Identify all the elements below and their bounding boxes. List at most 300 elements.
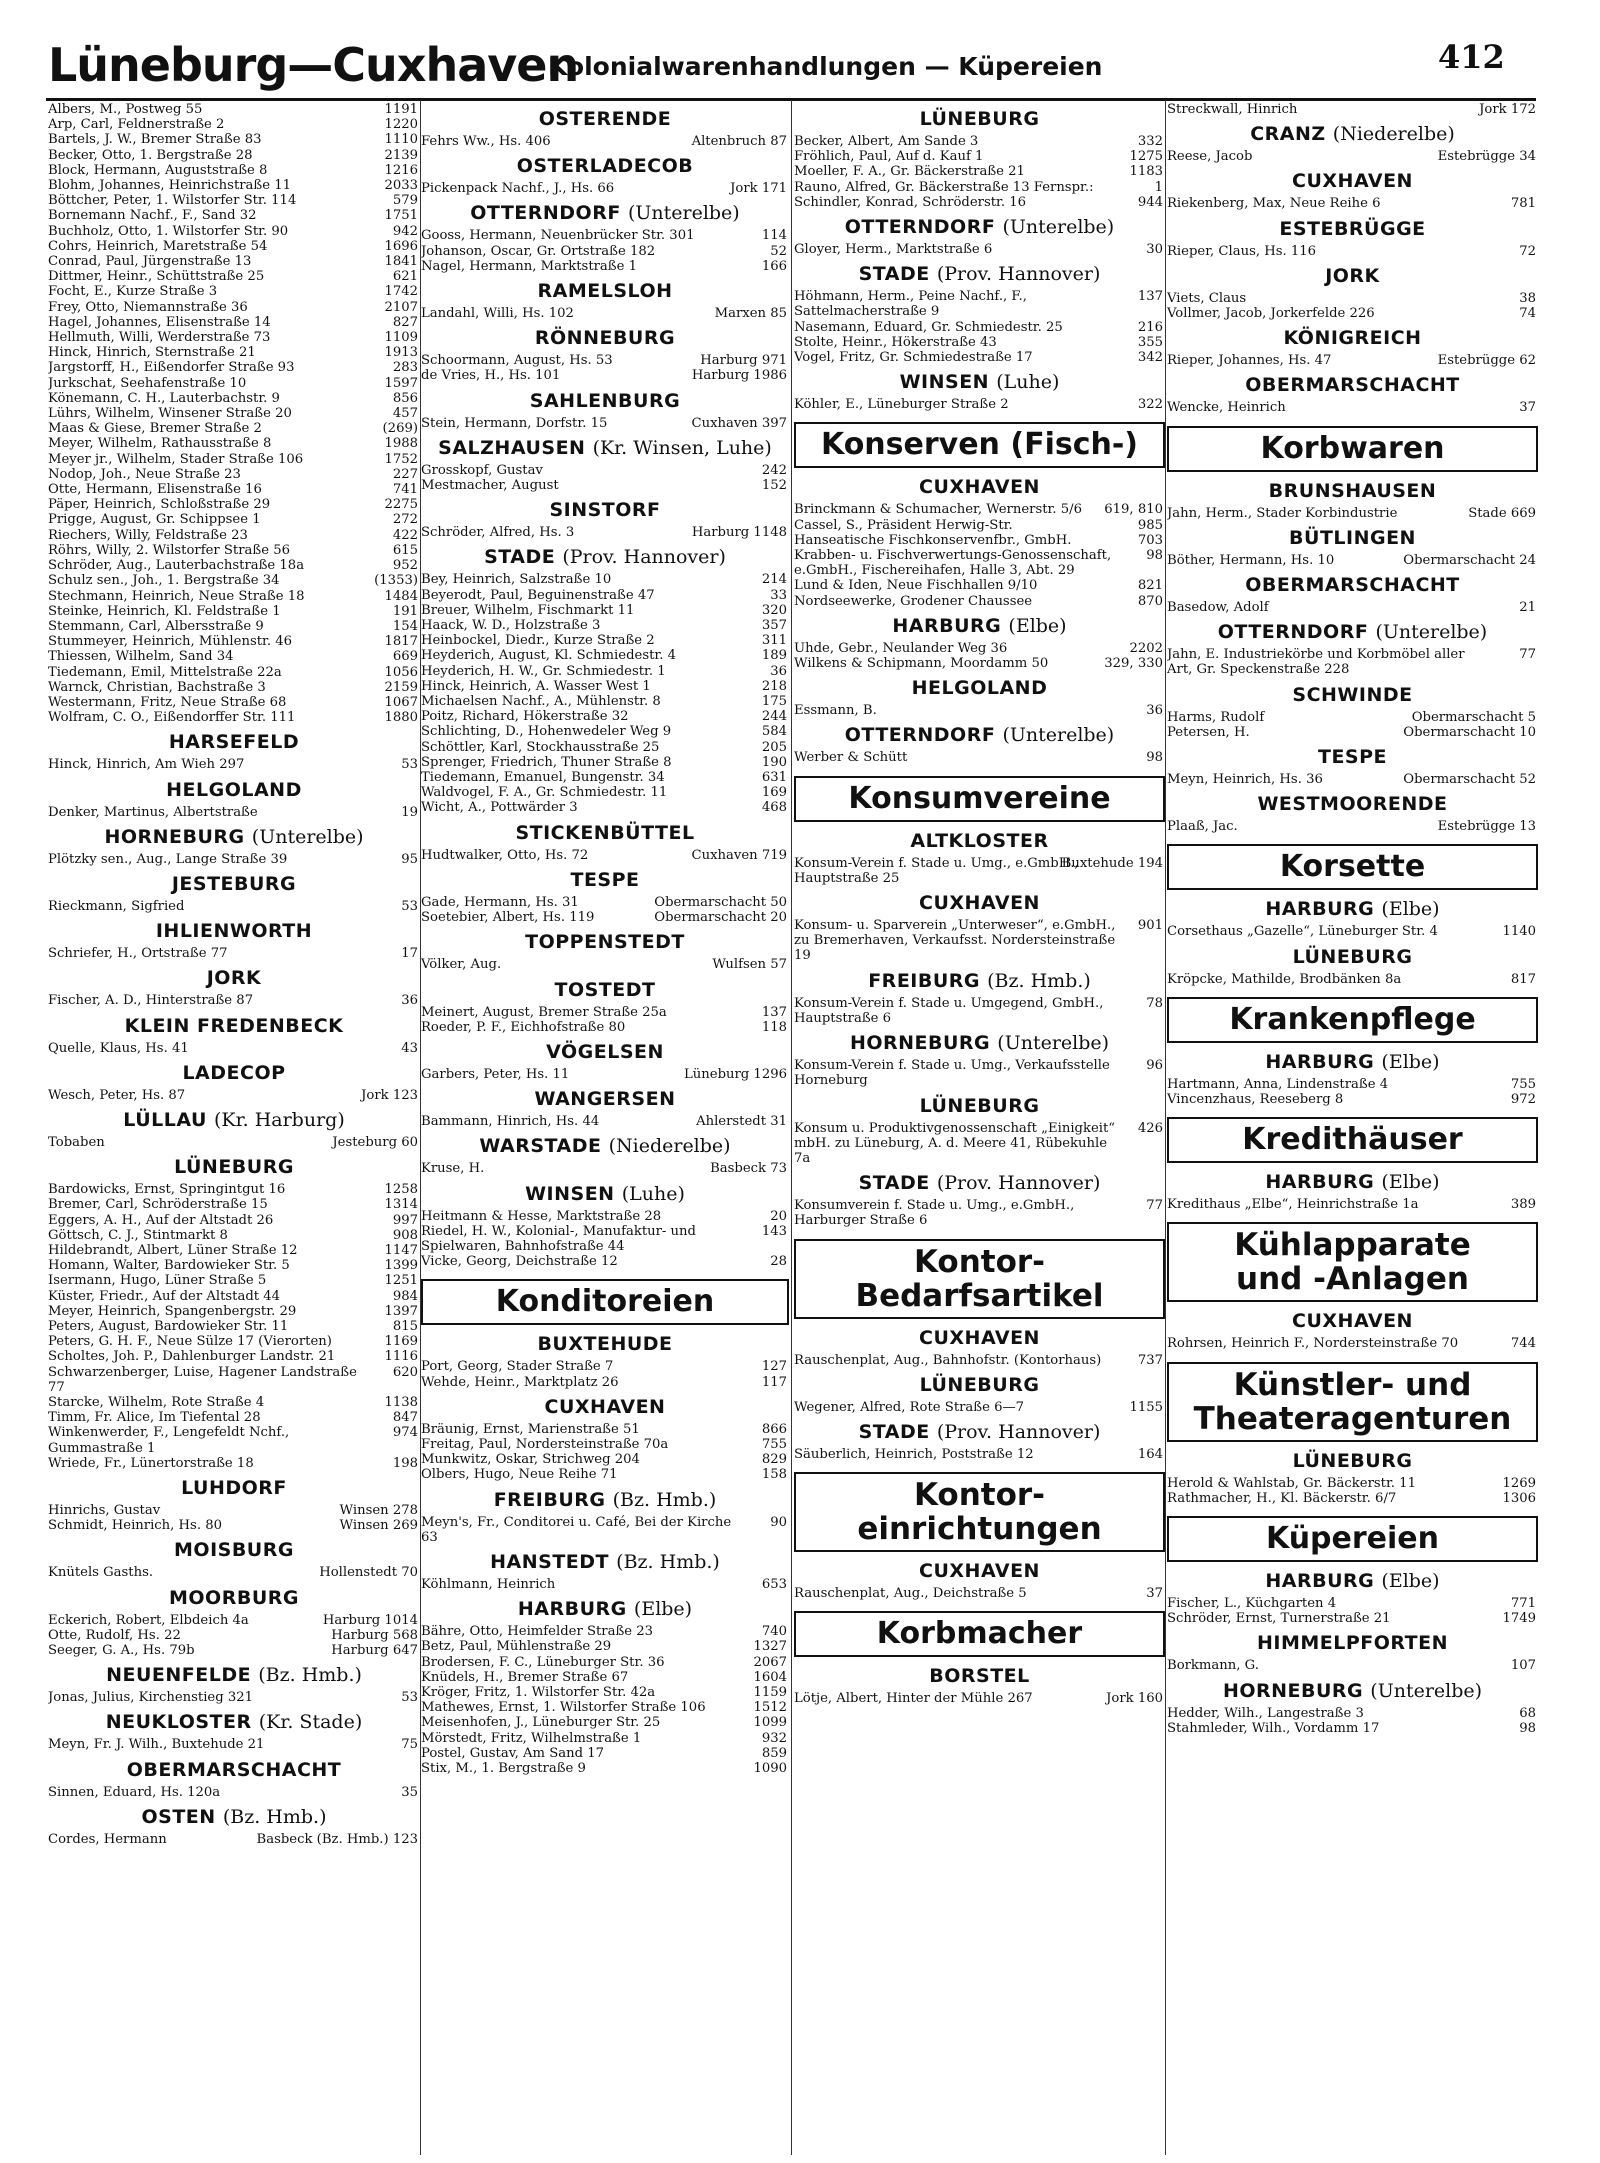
entry-name: Otte, Hermann, Elisenstraße 16: [48, 482, 262, 498]
entry-name: Tiedemann, Emil, Mittelstraße 22a: [48, 664, 282, 680]
entry-name: Lührs, Wilhelm, Winsener Straße 20: [48, 406, 292, 422]
entry-phone: 78: [1146, 995, 1163, 1011]
entry-phone: Jork 123: [361, 1087, 418, 1103]
listing-entry: [421, 588, 789, 603]
listing-entry: [48, 391, 420, 406]
entry-name: Hinck, Heinrich, A. Wasser West 1: [421, 678, 651, 694]
listing-entry: [48, 360, 420, 375]
entry-phone: 52: [770, 243, 787, 259]
listing-entry: [421, 525, 789, 540]
listing-entry: [48, 1258, 420, 1273]
entry-phone: 2202: [1129, 640, 1163, 656]
entry-name: Plaaß, Jac.: [1167, 819, 1238, 835]
entry-name: Brodersen, F. C., Lüneburger Str. 36: [421, 1654, 665, 1670]
category-heading: [794, 776, 1165, 822]
town-heading: [794, 1421, 1165, 1443]
entry-name: Sprenger, Friedrich, Thuner Straße 8: [421, 754, 672, 770]
listing-entry: [1167, 353, 1538, 368]
town-name: LÜNEBURG: [1292, 1449, 1413, 1472]
town-heading: [48, 1477, 420, 1499]
town-name: CUXHAVEN: [1292, 170, 1413, 193]
entry-name: Päper, Heinrich, Schloßstraße 29: [48, 497, 271, 513]
entry-phone: 827: [392, 314, 418, 330]
entry-name: Böttcher, Peter, 1. Wilstorfer Str. 114: [48, 193, 297, 209]
entry-phone: 1138: [384, 1395, 418, 1410]
town-name: SAHLENBURG: [529, 389, 681, 412]
town-name: LÜNEBURG: [919, 108, 1040, 130]
category-heading: [1167, 1222, 1538, 1302]
listing-entry: [794, 656, 1165, 671]
town-region: (Bz. Hmb.): [616, 1550, 720, 1573]
entry-name: Mörstedt, Fritz, Wilhelmstraße 1: [421, 1730, 642, 1746]
entry-name: Nordseewerke, Grodener Chaussee: [794, 593, 1033, 609]
listing-entry: [421, 353, 789, 368]
town-name: MOISBURG: [174, 1539, 294, 1562]
entry-name: Stolte, Heinr., Hökerstraße 43: [794, 334, 997, 350]
category-title: Kredithäuser: [1242, 1122, 1463, 1158]
town-name: LÜNEBURG: [919, 1094, 1040, 1117]
entry-name: Hedder, Wilh., Langestraße 3: [1167, 1705, 1364, 1721]
town-heading: [421, 1396, 789, 1418]
entry-name: Heinbockel, Diedr., Kurze Straße 2: [421, 633, 655, 649]
entry-phone: Harburg 1014: [322, 1612, 418, 1628]
entry-phone: 114: [761, 228, 787, 244]
entry-name: Kredithaus „Elbe“, Heinrichstraße 1a: [1167, 1197, 1419, 1213]
entry-phone: 98: [1146, 750, 1163, 766]
town-heading: [1167, 1680, 1538, 1702]
category-title-line2: Bedarfsartikel: [855, 1277, 1104, 1314]
entry-phone: Winsen 269: [339, 1518, 418, 1534]
listing-entry: [794, 350, 1165, 365]
entry-phone: Jork 171: [730, 181, 787, 197]
town-name: CUXHAVEN: [919, 1560, 1040, 1583]
category-heading: [1167, 1516, 1538, 1562]
entry-phone: 703: [1137, 532, 1163, 548]
listing-entry: [48, 695, 420, 710]
listing-entry: [794, 289, 1165, 319]
listing-entry: [1167, 149, 1538, 164]
entry-name: Breuer, Wilhelm, Fischmarkt 11: [421, 602, 635, 618]
listing-entry: [794, 335, 1165, 350]
entry-name: Munkwitz, Oskar, Strichweg 204: [421, 1452, 640, 1468]
entry-name: Stechmann, Heinrich, Neue Straße 18: [48, 588, 305, 604]
town-heading: [421, 1333, 789, 1355]
entry-phone: 205: [761, 739, 787, 755]
entry-name: Mathewes, Ernst, 1. Wilstorfer Straße 106: [421, 1700, 706, 1716]
entry-phone: 740: [761, 1624, 787, 1640]
entry-name: Schulz sen., Joh., 1. Bergstraße 34: [48, 573, 280, 589]
listing-entry: [1167, 1596, 1538, 1611]
listing-entry: [421, 228, 789, 243]
town-region: (Bz. Hmb.): [987, 969, 1091, 992]
listing-entry: [48, 239, 420, 254]
listing-entry: [48, 993, 420, 1008]
town-region: (Bz. Hmb.): [222, 1805, 327, 1828]
town-heading: [421, 1088, 789, 1110]
category-heading: [794, 1472, 1165, 1552]
entry-phone: Harburg 1986: [691, 368, 787, 384]
entry-phone: (1353): [374, 573, 418, 589]
town-heading: [794, 1327, 1165, 1349]
town-region: (Kr. Stade): [258, 1711, 363, 1734]
listing-entry: [421, 709, 789, 724]
listing-entry: [48, 852, 420, 867]
entry-phone: 36: [770, 663, 787, 679]
entry-phone: 1140: [1502, 924, 1536, 940]
listing-entry: [1167, 506, 1538, 521]
listing-entry: [48, 452, 420, 467]
listing-entry: [1167, 1706, 1538, 1721]
entry-phone: 216: [1137, 319, 1163, 335]
entry-phone: Marxen 85: [714, 306, 787, 322]
town-heading: [794, 476, 1165, 498]
entry-name: Eckerich, Robert, Elbdeich 4a: [48, 1612, 249, 1628]
entry-name: Nagel, Hermann, Marktstraße 1: [421, 258, 637, 274]
entry-phone: 1913: [384, 345, 418, 361]
entry-phone: Ahlerstedt 31: [696, 1114, 787, 1130]
entry-name: Stahmleder, Wilh., Vordamm 17: [1167, 1720, 1380, 1736]
category-heading: [1167, 1117, 1538, 1163]
town-name: CUXHAVEN: [1292, 1310, 1413, 1333]
entry-phone: 74: [1519, 306, 1536, 322]
town-region: (Prov. Hannover): [936, 263, 1101, 286]
town-region: (Unterelbe): [1375, 621, 1488, 644]
entry-name: Johanson, Oscar, Gr. Ortstraße 182: [421, 243, 656, 259]
entry-phone: 942: [392, 223, 418, 239]
listing-entry: [48, 163, 420, 178]
entry-phone: 158: [761, 1467, 787, 1483]
entry-name: Olbers, Hugo, Neue Reihe 71: [421, 1467, 618, 1483]
town-heading: [48, 779, 420, 801]
town-heading: [48, 1711, 420, 1733]
listing-entry: [48, 528, 420, 543]
entry-name: Meinert, August, Bremer Straße 25a: [421, 1004, 667, 1020]
listing-entry: [421, 1731, 789, 1746]
category-title: Kontor-: [913, 1243, 1046, 1280]
listing-entry: [48, 102, 420, 117]
town-heading: [1167, 327, 1538, 349]
town-name: CRANZ: [1250, 123, 1326, 146]
listing-entry: [48, 589, 420, 604]
town-name: NEUKLOSTER: [105, 1711, 252, 1734]
town-heading: [48, 920, 420, 942]
column-1: [48, 102, 420, 2152]
entry-phone: 77: [1146, 1198, 1163, 1214]
entry-phone: 329, 330: [1104, 656, 1163, 672]
entry-name: Heyderich, H. W., Gr. Schmiedestr. 1: [421, 663, 666, 679]
category-title: Künstler- und: [1233, 1366, 1472, 1403]
town-heading: [1167, 123, 1538, 145]
entry-phone: 653: [761, 1576, 787, 1592]
listing-entry: [794, 533, 1165, 548]
entry-name: Hanseatische Fischkonservenfbr., GmbH.: [794, 532, 1072, 548]
entry-phone: 457: [392, 406, 418, 422]
entry-name: Konsum- u. Sparverein „Unterweser“, e.GmbH., zu Bremerhaven, Verkaufsst. Nordersteinstraße 19: [794, 918, 1116, 964]
town-name: CUXHAVEN: [919, 1326, 1040, 1349]
listing-entry: [421, 785, 789, 800]
entry-name: Cohrs, Heinrich, Maretstraße 54: [48, 238, 268, 254]
town-heading: [1167, 374, 1538, 396]
town-heading: [48, 826, 420, 848]
listing-entry: [48, 1304, 420, 1319]
town-name: STADE: [858, 1420, 930, 1443]
listing-entry: [421, 478, 789, 493]
entry-name: Reese, Jacob: [1167, 149, 1253, 165]
listing-entry: [1167, 924, 1538, 939]
entry-name: Wesch, Peter, Hs. 87: [48, 1087, 186, 1103]
entry-name: Harms, Rudolf: [1167, 709, 1265, 725]
listing-entry: [48, 482, 420, 497]
entry-phone: Hollenstedt 70: [319, 1565, 418, 1581]
listing-entry: [421, 770, 789, 785]
listing-entry: [421, 572, 789, 587]
listing-entry: [48, 558, 420, 573]
town-heading: [421, 979, 789, 1001]
listing-entry: [1167, 244, 1538, 259]
listing-entry: [421, 1761, 789, 1776]
entry-name: Bammann, Hinrich, Hs. 44: [421, 1114, 600, 1130]
town-heading: [794, 1032, 1165, 1054]
town-name: CUXHAVEN: [919, 476, 1040, 499]
listing-entry: [1167, 1611, 1538, 1626]
town-name: SCHWINDE: [1292, 683, 1413, 706]
listing-entry: [421, 1020, 789, 1035]
town-heading: [794, 108, 1165, 130]
town-heading: [48, 1539, 420, 1561]
town-name: ESTEBRÜGGE: [1279, 217, 1426, 240]
town-region: (Elbe): [633, 1598, 693, 1621]
listing-entry: [48, 1041, 420, 1056]
entry-phone: Jork 172: [1479, 102, 1536, 117]
town-name: VÖGELSEN: [546, 1040, 664, 1063]
entry-phone: 19: [401, 804, 418, 820]
listing-entry: [48, 1228, 420, 1243]
town-heading: [48, 873, 420, 895]
entry-name: Brinckmann & Schumacher, Wernerstr. 5/6: [794, 502, 1082, 518]
entry-phone: 1817: [384, 634, 418, 650]
listing-entry: [421, 1577, 789, 1592]
entry-phone: Obermarschacht 50: [654, 894, 787, 910]
listing-entry: [1167, 972, 1538, 987]
town-region: (Elbe): [1381, 1570, 1440, 1593]
entry-phone: 856: [392, 390, 418, 406]
town-heading: [1167, 1570, 1538, 1592]
town-heading: [1167, 218, 1538, 240]
listing-entry: [48, 1628, 420, 1643]
listing-entry: [421, 755, 789, 770]
entry-phone: 997: [392, 1212, 418, 1228]
category-heading: [1167, 997, 1538, 1043]
entry-name: Peters, August, Bardowieker Str. 11: [48, 1318, 289, 1334]
entry-name: Bornemann Nachf., F., Sand 32: [48, 208, 257, 224]
entry-phone: 1155: [1129, 1399, 1163, 1415]
listing-entry: [1167, 1077, 1538, 1092]
entry-name: Schöttler, Karl, Stockhausstraße 25: [421, 739, 660, 755]
page-number: 412: [1438, 38, 1505, 76]
listing-entry: [48, 1690, 420, 1705]
entry-phone: 901: [1137, 918, 1163, 934]
entry-phone: 90: [770, 1514, 787, 1530]
entry-phone: 68: [1519, 1705, 1536, 1721]
town-heading: [794, 677, 1165, 699]
entry-phone: 815: [392, 1318, 418, 1334]
listing-entry: [48, 178, 420, 193]
town-heading: [421, 1135, 789, 1157]
town-name: OTTERNDORF: [844, 216, 996, 239]
entry-name: Gloyer, Herm., Marktstraße 6: [794, 242, 993, 258]
listing-entry: [48, 757, 420, 772]
entry-name: Könemann, C. H., Lauterbachstr. 9: [48, 390, 280, 406]
entry-name: Schindler, Konrad, Schröderstr. 16: [794, 194, 1027, 210]
entry-name: Schoormann, August, Hs. 53: [421, 353, 613, 369]
listing-entry: [48, 1213, 420, 1228]
town-name: HANSTEDT: [490, 1550, 610, 1573]
entry-name: Hartmann, Anna, Lindenstraße 4: [1167, 1076, 1389, 1092]
town-region: (Prov. Hannover): [936, 1420, 1101, 1443]
entry-phone: 1251: [384, 1273, 418, 1289]
entry-phone: 214: [761, 572, 787, 588]
entry-phone: 1752: [384, 451, 418, 467]
page-header: [0, 0, 1600, 100]
town-heading: [1167, 527, 1538, 549]
town-heading: [1167, 1051, 1538, 1073]
entry-phone: 1306: [1502, 1490, 1536, 1506]
town-heading: [794, 615, 1165, 637]
entry-phone: 1696: [384, 238, 418, 254]
listing-entry: [794, 703, 1165, 718]
town-heading: [48, 1664, 420, 1686]
entry-phone: Obermarschacht 20: [654, 910, 787, 926]
town-heading: [421, 546, 789, 568]
entry-phone: Estebrügge 34: [1437, 149, 1536, 165]
entry-phone: 53: [401, 898, 418, 914]
town-region: (Elbe): [1381, 1171, 1440, 1194]
listing-entry: [794, 578, 1165, 593]
entry-name: Lund & Iden, Neue Fischhallen 9/10: [794, 578, 1038, 594]
entry-name: Beyerodt, Paul, Beguinenstraße 47: [421, 587, 655, 603]
listing-entry: [421, 633, 789, 648]
entry-phone: 1109: [384, 330, 418, 346]
listing-entry: [1167, 1658, 1538, 1673]
town-name: BRUNSHAUSEN: [1268, 479, 1437, 502]
town-name: HARBURG: [892, 614, 1002, 637]
entry-phone: 952: [392, 558, 418, 574]
listing-entry: [1167, 1197, 1538, 1212]
entry-phone: 631: [761, 770, 787, 786]
listing-entry: [48, 330, 420, 345]
town-heading: [48, 1587, 420, 1609]
entry-name: Rieper, Claus, Hs. 116: [1167, 243, 1317, 259]
listing-entry: [1167, 710, 1538, 725]
listing-entry: [1167, 772, 1538, 787]
town-name: OBERMARSCHACHT: [1245, 574, 1460, 597]
entry-name: Scholtes, Joh. P., Dahlenburger Landstr. 21: [48, 1349, 336, 1365]
listing-entry: [794, 1586, 1165, 1601]
town-heading: [1167, 746, 1538, 768]
entry-phone: 137: [1137, 289, 1163, 305]
town-name: OBERMARSCHACHT: [1245, 374, 1460, 397]
entry-phone: 37: [1146, 1586, 1163, 1602]
entry-phone: 53: [401, 1690, 418, 1706]
entry-name: Riechers, Willy, Feldstraße 23: [48, 527, 248, 543]
entry-name: Plötzky sen., Aug., Lange Straße 39: [48, 851, 288, 867]
town-name: MOORBURG: [169, 1586, 299, 1609]
column-divider: [1165, 100, 1166, 2155]
town-heading: [421, 869, 789, 891]
entry-phone: Harburg 1148: [691, 525, 787, 541]
entry-name: Rauschenplat, Aug., Deichstraße 5: [794, 1586, 1027, 1602]
listing-entry: [794, 996, 1165, 1026]
entry-phone: 311: [761, 633, 787, 649]
entry-phone: 615: [392, 542, 418, 558]
entry-phone: 620: [392, 1364, 418, 1380]
listing-entry: [421, 134, 789, 149]
entry-name: Starcke, Wilhelm, Rote Straße 4: [48, 1395, 265, 1410]
town-heading: [421, 108, 789, 130]
entry-name: Heitmann & Hesse, Marktstraße 28: [421, 1208, 662, 1224]
listing-entry: [48, 1425, 420, 1455]
entry-phone: 619, 810: [1104, 502, 1163, 518]
listing-entry: [421, 1685, 789, 1700]
listing-entry: [421, 259, 789, 274]
entry-name: Warnck, Christian, Bachstraße 3: [48, 679, 266, 695]
entry-name: Schmidt, Heinrich, Hs. 80: [48, 1518, 222, 1534]
listing-entry: [421, 306, 789, 321]
entry-phone: 189: [761, 648, 787, 664]
listing-entry: [421, 1254, 789, 1269]
town-heading: [794, 263, 1165, 285]
town-heading: [421, 437, 789, 459]
entry-phone: 579: [392, 193, 418, 209]
entry-name: Steinke, Heinrich, Kl. Feldstraße 1: [48, 603, 281, 619]
category-title-line2: und -Anlagen: [1236, 1261, 1469, 1298]
entry-phone: 77: [1519, 647, 1536, 663]
entry-phone: 1159: [753, 1684, 787, 1700]
town-name: STADE: [858, 263, 930, 286]
entry-name: Rauno, Alfred, Gr. Bäckerstraße 13 Fernspr.:: [794, 179, 1094, 195]
entry-name: Völker, Aug.: [421, 957, 502, 973]
town-name: HELGOLAND: [911, 677, 1048, 700]
entry-name: Fehrs Ww., Hs. 406: [421, 134, 551, 149]
entry-name: Maas & Giese, Bremer Straße 2: [48, 421, 262, 437]
entry-phone: 974: [392, 1425, 418, 1441]
listing-entry: [421, 416, 789, 431]
entry-name: Vollmer, Jacob, Jorkerfelde 226: [1167, 306, 1375, 322]
entry-phone: 1314: [384, 1197, 418, 1213]
entry-phone: 118: [761, 1019, 787, 1035]
listing-entry: [48, 1565, 420, 1580]
listing-entry: [421, 1624, 789, 1639]
entry-name: Focht, E., Kurze Straße 3: [48, 284, 218, 300]
entry-phone: 36: [1146, 703, 1163, 719]
entry-phone: 72: [1519, 243, 1536, 259]
entry-phone: 817: [1510, 971, 1536, 987]
listing-entry: [794, 502, 1165, 517]
entry-phone: 28: [770, 1254, 787, 1270]
entry-name: Quelle, Klaus, Hs. 41: [48, 1040, 189, 1056]
entry-phone: 1484: [384, 588, 418, 604]
town-name: JESTEBURG: [171, 872, 297, 895]
listing-entry: [421, 740, 789, 755]
town-heading: [48, 1015, 420, 1037]
entry-name: Küster, Friedr., Auf der Altstadt 44: [48, 1288, 281, 1304]
entry-name: Säuberlich, Heinrich, Poststraße 12: [794, 1446, 1034, 1462]
category-heading: [421, 1279, 789, 1325]
town-name: FREIBURG: [868, 969, 980, 992]
town-name: TESPE: [1317, 746, 1388, 769]
listing-entry: [794, 242, 1165, 257]
town-name: OSTERLADECOB: [516, 155, 694, 178]
